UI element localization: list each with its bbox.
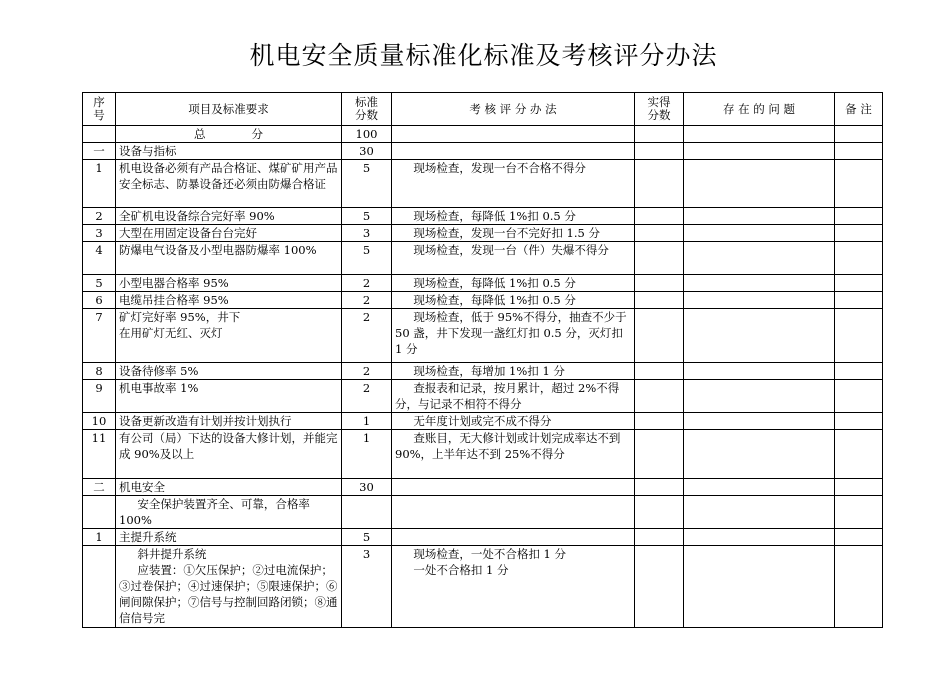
row-method: 查账目，无大修计划或计划完成率达不到 90%，上半年达不到 25%不得分 xyxy=(392,430,635,479)
row-score: 2 xyxy=(342,292,392,309)
row-score: 1 xyxy=(342,413,392,430)
header-method: 考 核 评 分 办 法 xyxy=(392,93,635,126)
table-row xyxy=(83,275,883,292)
table-row xyxy=(83,208,883,225)
table-row xyxy=(83,380,883,413)
row-item: 防爆电气设备及小型电器防爆率 100% xyxy=(116,242,342,275)
row-score: 5 xyxy=(342,529,392,546)
header-item: 项目及标准要求 xyxy=(116,93,342,126)
table-row xyxy=(83,309,883,363)
row-seq xyxy=(83,496,116,529)
table-row xyxy=(83,529,883,546)
row-seq: 2 xyxy=(83,208,116,225)
row-item: 设备与指标 xyxy=(116,143,342,160)
row-item: 矿灯完好率 95%，井下在用矿灯无红、灭灯 xyxy=(116,309,342,363)
total-score: 100 xyxy=(342,126,392,143)
table-row xyxy=(83,242,883,275)
row-score: 2 xyxy=(342,380,392,413)
row-score xyxy=(342,496,392,529)
row-seq: 4 xyxy=(83,242,116,275)
row-score: 2 xyxy=(342,275,392,292)
row-item: 全矿机电设备综合完好率 90% xyxy=(116,208,342,225)
row-item-subtitle: 斜井提升系统 xyxy=(137,547,207,561)
table-row xyxy=(83,496,883,529)
row-score: 1 xyxy=(342,430,392,479)
total-row xyxy=(83,126,883,143)
header-remark: 备 注 xyxy=(835,93,883,126)
header-issues: 存 在 的 问 题 xyxy=(684,93,835,126)
row-item: 设备待修率 5% xyxy=(116,363,342,380)
row-item: 安全保护装置齐全、可靠，合格率 100% xyxy=(116,496,342,529)
row-method: 无年度计划或完不成不得分 xyxy=(392,413,635,430)
row-item: 小型电器合格率 95% xyxy=(116,275,342,292)
row-seq: 5 xyxy=(83,275,116,292)
scoring-table xyxy=(82,92,883,628)
total-label: 总 分 xyxy=(116,126,342,143)
table-row xyxy=(83,225,883,242)
row-item: 机电设备必须有产品合格证、煤矿矿用产品安全标志、防暴设备还必须由防爆合格证 xyxy=(116,160,342,208)
header-row xyxy=(83,93,883,126)
document-title: 机电安全质量标准化标准及考核评分办法 xyxy=(249,41,718,70)
row-method: 现场检查，发现一台（件）失爆不得分 xyxy=(392,242,635,275)
row-seq: 3 xyxy=(83,225,116,242)
row-seq: 1 xyxy=(83,160,116,208)
header-std-score: 标准分数 xyxy=(342,93,392,126)
row-method: 查报表和记录，按月累计，超过 2%不得分，与记录不相符不得分 xyxy=(392,380,635,413)
row-method: 现场检查，发现一台不完好扣 1.5 分 xyxy=(392,225,635,242)
row-score: 30 xyxy=(342,143,392,160)
row-score: 5 xyxy=(342,208,392,225)
row-item: 大型在用固定设备台台完好 xyxy=(116,225,342,242)
row-method: 现场检查，每降低 1%扣 0.5 分 xyxy=(392,208,635,225)
row-score: 30 xyxy=(342,479,392,496)
row-seq: 6 xyxy=(83,292,116,309)
row-item: 机电安全 xyxy=(116,479,342,496)
row-method xyxy=(392,479,635,496)
row-seq: 11 xyxy=(83,430,116,479)
row-method-cell xyxy=(392,546,635,628)
row-score: 3 xyxy=(342,546,392,628)
row-method: 现场检查，一处不合格扣 1 分 xyxy=(413,547,567,561)
row-seq xyxy=(83,546,116,628)
row-score: 3 xyxy=(342,225,392,242)
row-method xyxy=(392,529,635,546)
header-actual: 实得分数 xyxy=(635,93,684,126)
row-item: 设备更新改造有计划并按计划执行 xyxy=(116,413,342,430)
row-score: 2 xyxy=(342,309,392,363)
row-method: 现场检查，发现一台不合格不得分 xyxy=(392,160,635,208)
row-seq: 10 xyxy=(83,413,116,430)
row-seq: 9 xyxy=(83,380,116,413)
row-method: 现场检查，每降低 1%扣 0.5 分 xyxy=(392,275,635,292)
row-seq: 1 xyxy=(83,529,116,546)
table-row xyxy=(83,546,883,628)
row-method xyxy=(392,143,635,160)
header-seq: 序号 xyxy=(83,93,116,126)
row-seq: 8 xyxy=(83,363,116,380)
row-item: 机电事故率 1% xyxy=(116,380,342,413)
table-row xyxy=(83,479,883,496)
row-score: 5 xyxy=(342,160,392,208)
row-item: 主提升系统 xyxy=(116,529,342,546)
row-item-cell xyxy=(116,546,342,628)
row-method: 现场检查，低于 95%不得分，抽查不少于 50 盏，井下发现一盏红灯扣 0.5 分，灭灯扣 1 分 xyxy=(392,309,635,363)
row-score: 5 xyxy=(342,242,392,275)
row-score: 2 xyxy=(342,363,392,380)
row-item: 应装置：①欠压保护；②过电流保护；③过卷保护；④过速保护；⑤限速保护；⑥闸间隙保护；⑦信号与控制回路闭锁；⑧通信信号完 xyxy=(119,563,338,625)
table-row xyxy=(83,143,883,160)
row-seq: 二 xyxy=(83,479,116,496)
row-method-extra: 一处不合格扣 1 分 xyxy=(413,563,509,577)
row-seq: 一 xyxy=(83,143,116,160)
row-item: 电缆吊挂合格率 95% xyxy=(116,292,342,309)
row-seq: 7 xyxy=(83,309,116,363)
table-row xyxy=(83,430,883,479)
row-method: 现场检查，每降低 1%扣 0.5 分 xyxy=(392,292,635,309)
table-row xyxy=(83,292,883,309)
row-method: 现场检查，每增加 1%扣 1 分 xyxy=(392,363,635,380)
row-item: 有公司（局）下达的设备大修计划，并能完成 90%及以上 xyxy=(116,430,342,479)
table-row xyxy=(83,413,883,430)
table-row xyxy=(83,160,883,208)
row-method xyxy=(392,496,635,529)
table-row xyxy=(83,363,883,380)
